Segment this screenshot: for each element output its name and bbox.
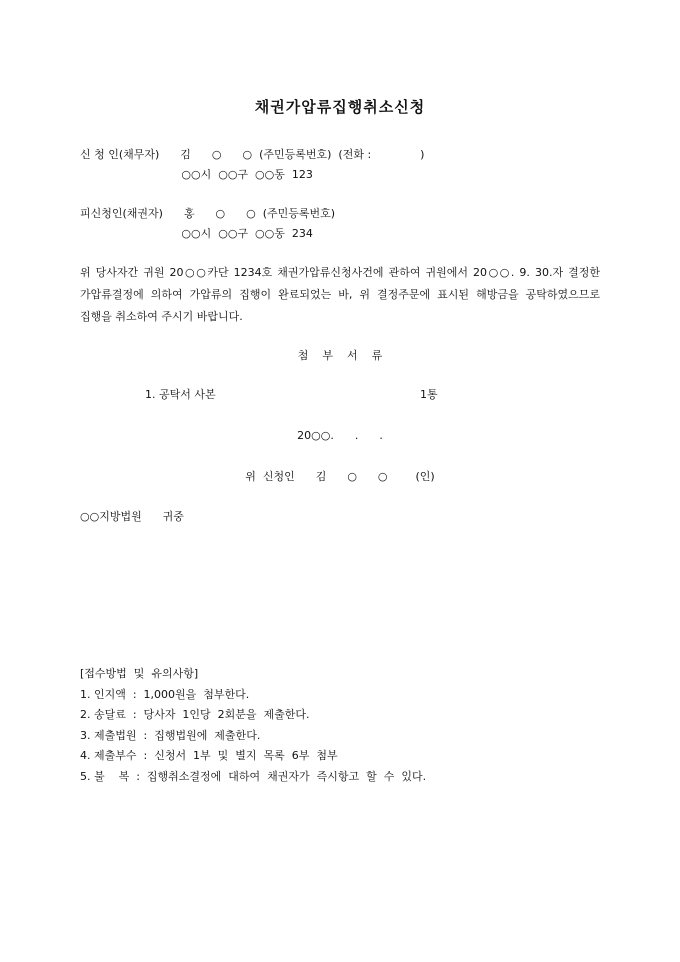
court-addressee: ○○지방법원 귀중 xyxy=(80,510,184,523)
attachments-heading: 첨 부 서 류 xyxy=(297,349,383,362)
respondent-address: ○○시 ○○구 ○○동 234 xyxy=(80,227,313,240)
respondent-line: 피신청인(채권자) 홍 ○ ○ (주민등록번호) xyxy=(80,207,336,220)
request-body-text: 위 당사자간 귀원 20○○카단 1234호 채권가압류신청사건에 관하여 귀원에서 20○○. 9. 30.자 결정한 가압류결정에 의하여 가압류의 집행이 완료되었는 바, 위 결정주문에 표시된 해방금을 공탁하였으므로 집행을 취소하여 주시기 바랍니다. xyxy=(80,266,600,323)
attachment-item-name: 1. 공탁서 사본 xyxy=(145,388,216,401)
notes-heading: [접수방법 및 유의사항] xyxy=(80,667,199,680)
attachment-item-count: 1통 xyxy=(420,388,438,401)
notes-item: 5. 불 복 : 집행취소결정에 대하여 채권자가 즉시항고 할 수 있다. xyxy=(80,769,427,783)
filing-notes xyxy=(80,664,426,787)
applicant-line: 신 청 인(채무자) 김 ○ ○ (주민등록번호) (전화 : ) xyxy=(80,148,425,161)
document-title: 채권가압류집행취소신청 xyxy=(254,98,426,116)
notes-item: 2. 송달료 : 당사자 1인당 2회분을 제출한다. xyxy=(80,708,310,721)
signature-line: 위 신청인 김 ○ ○ (인) xyxy=(245,470,435,483)
applicant-address: ○○시 ○○구 ○○동 123 xyxy=(80,168,313,181)
notes-item: 3. 제출법원 : 집행법원에 제출한다. xyxy=(80,728,261,742)
date-line: 20○○. . . xyxy=(297,429,383,442)
notes-item: 1. 인지액 : 1,000원을 첨부한다. xyxy=(80,687,250,701)
notes-item: 4. 제출부수 : 신청서 1부 및 별지 목록 6부 첨부 xyxy=(80,749,338,762)
